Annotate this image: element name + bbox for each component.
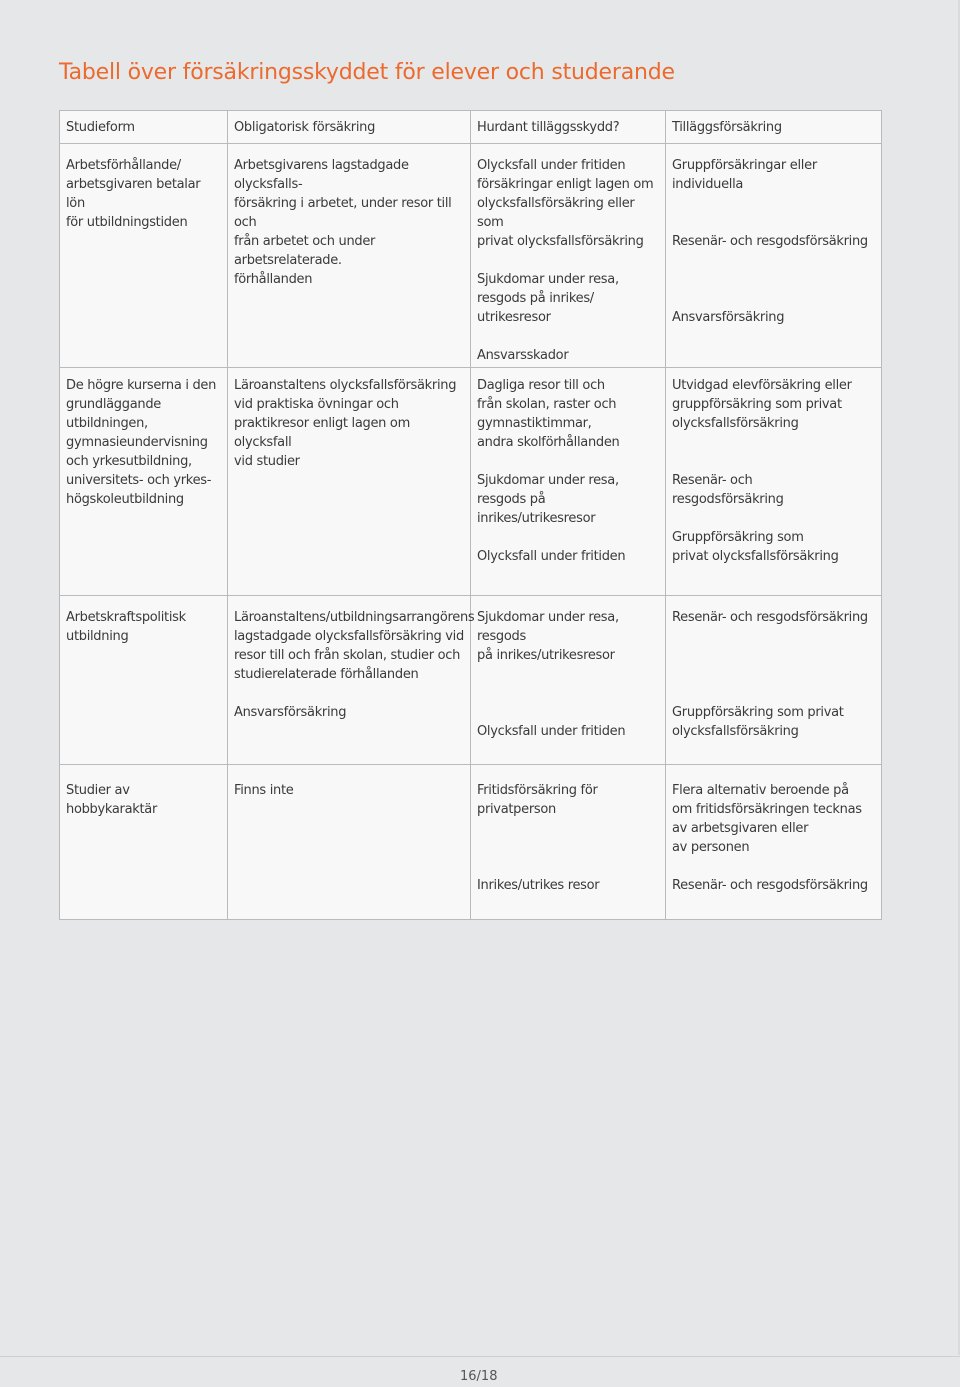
tillaggsforsakring-text: Gruppförsäkringar eller individuella	[672, 158, 817, 192]
studieform-text: Arbetskraftspolitisk utbildning	[66, 610, 186, 644]
header-studieform: Studieform	[60, 111, 228, 144]
cell-studieform	[60, 368, 228, 596]
header-obligatorisk: Obligatorisk försäkring	[228, 111, 471, 144]
table-row	[60, 144, 882, 368]
cell-studieform	[60, 144, 228, 368]
obligatorisk-text: Läroanstaltens/utbildningsarrangörens lagstadgade olycksfallsförsäkring vid resor till och från skolan, studier och studierelaterade förhållanden	[234, 610, 475, 682]
obligatorisk-text: Arbetsgivarens lagstadgade olycksfalls- försäkring i arbetet, under resor till och från arbetet och under arbetsrelaterade. förhållanden	[234, 158, 452, 287]
cell-tillaggsforsakring	[666, 144, 882, 368]
tillaggsforsakring-text: Utvidgad elevförsäkring eller gruppförsäkring som privat olycksfallsförsäkring	[672, 378, 852, 431]
tillaggsforsakring-text: Resenär- och resgodsförsäkring	[672, 878, 868, 893]
tillaggsforsakring-text: Flera alternativ beroende på om fritidsförsäkringen tecknas av arbetsgivaren eller av personen	[672, 783, 862, 855]
cell-obligatorisk	[228, 596, 475, 765]
header-tillaggsforsakring: Tilläggsförsäkring	[666, 111, 882, 144]
tillaggsforsakring-text: Resenär- och resgodsförsäkring	[672, 234, 868, 249]
cell-studieform	[60, 596, 228, 765]
cell-tillaggsforsakring	[666, 596, 882, 765]
tillaggsskydd-text: Sjukdomar under resa, resgods på inrikes/ utrikesresor	[477, 272, 619, 325]
table-row	[60, 765, 882, 920]
studieform-text: Studier av hobbykaraktär	[66, 783, 158, 817]
cell-tillaggsskydd	[471, 765, 666, 920]
studieform-text: Arbetsförhållande/ arbetsgivaren betalar lön för utbildningstiden	[66, 158, 201, 230]
cell-tillaggsskydd	[471, 368, 666, 596]
tillaggsskydd-text: Sjukdomar under resa, resgods på inrikes/utrikesresor	[477, 473, 619, 526]
cell-studieform	[60, 765, 228, 920]
cell-obligatorisk	[228, 144, 471, 368]
tillaggsskydd-text: Sjukdomar under resa, resgods på inrikes/utrikesresor	[477, 610, 619, 663]
obligatorisk-text: Finns inte	[234, 783, 294, 798]
table-header-row	[60, 111, 882, 144]
footer-divider	[0, 1356, 960, 1357]
cell-obligatorisk	[228, 765, 471, 920]
cell-tillaggsforsakring	[666, 765, 882, 920]
tillaggsskydd-text: Olycksfall under fritiden försäkringar enligt lagen om olycksfallsförsäkring eller som privat olycksfallsförsäkring	[477, 158, 654, 249]
cell-obligatorisk	[228, 368, 471, 596]
obligatorisk-text: Läroanstaltens olycksfallsförsäkring vid praktiska övningar och praktikresor enligt lagen om olycksfall vid studier	[234, 378, 457, 469]
cell-tillaggsskydd	[471, 144, 666, 368]
header-tillaggsskydd: Hurdant tilläggsskydd?	[471, 111, 666, 144]
page-title: Tabell över försäkringsskyddet för elever och studerande	[59, 60, 675, 85]
tillaggsforsakring-text: Gruppförsäkring som privat olycksfallsförsäkring	[672, 705, 844, 739]
tillaggsforsakring-text: Resenär- och resgodsförsäkring	[672, 610, 868, 625]
tillaggsskydd-text: Ansvarsskador	[477, 348, 569, 363]
table-row	[60, 596, 882, 765]
table-row	[60, 368, 882, 596]
cell-tillaggsforsakring	[666, 368, 882, 596]
insurance-table	[59, 110, 882, 920]
tillaggsskydd-text: Olycksfall under fritiden	[477, 724, 626, 739]
tillaggsskydd-text: Inrikes/utrikes resor	[477, 878, 600, 893]
obligatorisk-text: Ansvarsförsäkring	[234, 705, 347, 720]
tillaggsforsakring-text: Ansvarsförsäkring	[672, 310, 785, 325]
studieform-text: De högre kurserna i den grundläggande utbildningen, gymnasieundervisning och yrkesutbildning, universitets- och yrkes- högskoleutbildning	[66, 378, 217, 507]
tillaggsforsakring-text: Resenär- och resgodsförsäkring	[672, 473, 784, 507]
cell-tillaggsskydd	[471, 596, 666, 765]
tillaggsskydd-text: Olycksfall under fritiden	[477, 549, 626, 564]
tillaggsskydd-text: Fritidsförsäkring för privatperson	[477, 783, 598, 817]
tillaggsskydd-text: Dagliga resor till och från skolan, raster och gymnastiktimmar, andra skolförhållanden	[477, 378, 620, 450]
page-number: 16/18	[460, 1369, 498, 1384]
tillaggsforsakring-text: Gruppförsäkring som privat olycksfallsförsäkring	[672, 530, 839, 564]
